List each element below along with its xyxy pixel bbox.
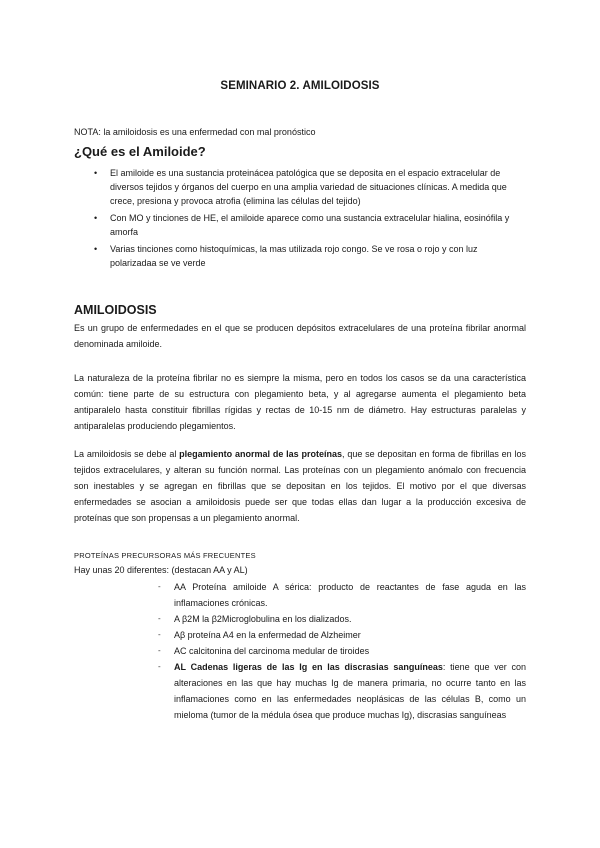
paragraph-nature: La naturaleza de la proteína fibrilar no es siempre la misma, pero en todos los casos se da una característica común: tiene parte de su estructura con plegamiento beta, y al agregarse aumenta el plegamiento beta antiparalelo hasta constituir fibrillas rígidas y rectas de 10-15 nm de diámetro. Hay estructuras paralelas y antiparalelas produciendo plegamientos. — [74, 373, 526, 431]
paragraph-cause — [74, 446, 526, 526]
bullet-glyph: • — [94, 168, 98, 178]
list-item-emphasis: AL Cadenas ligeras de las Ig en las discrasias sanguíneas — [174, 662, 443, 672]
list-item-text: Aβ proteína A4 en la enfermedad de Alzheimer — [174, 630, 361, 640]
bullet-glyph: • — [94, 213, 98, 223]
list-item — [94, 242, 524, 270]
list-item-text: AA Proteína amiloide A sérica: producto de reactantes de fase aguda en las inflamaciones crónicas. — [174, 582, 526, 608]
note-line: NOTA: la amiloidosis es una enfermedad con mal pronóstico — [74, 127, 316, 137]
list-item — [158, 659, 526, 723]
dash-glyph: - — [158, 582, 161, 591]
precursors-intro: Hay unas 20 diferentes: (destacan AA y AL) — [74, 565, 248, 575]
list-item — [158, 579, 526, 611]
precursors-list — [158, 579, 526, 723]
page-title: SEMINARIO 2. AMILOIDOSIS — [220, 80, 380, 92]
paragraph-definition: Es un grupo de enfermedades en el que se producen depósitos extracelulares de una proteína fibrilar anormal denominada amiloide. — [74, 323, 526, 349]
list-item — [94, 211, 524, 239]
dash-glyph: - — [158, 614, 161, 623]
dash-glyph: - — [158, 630, 161, 639]
list-item-text: Con MO y tinciones de HE, el amiloide aparece como una sustancia extracelular hialina, eosinófila y amorfa — [110, 213, 510, 237]
list-item — [158, 611, 526, 627]
dash-glyph: - — [158, 662, 161, 671]
bullet-glyph: • — [94, 244, 98, 254]
list-item-text: : tiene que ver con alteraciones en las que hay muchas Ig de manera primaria, no ocurre tanto en las inflamaciones como en las enfermedades neoplásicas de las células B, como un mieloma (tumor de la médula ósea que produce muchas Ig), discrasias sanguíneas — [174, 662, 526, 720]
bullet-list — [94, 166, 524, 273]
paragraph-emphasis: plegamiento anormal de las proteínas — [179, 449, 342, 459]
paragraph-text: , que se depositan en forma de fibrillas en los tejidos extracelulares, y alteran su función normal. Las proteínas con un plegamiento anómalo con frecuencia son inestables y se agregan en fibrillas que se depositan en los tejidos. El motivo por el que diversas enfermedades se asocian a amiloidosis puede ser que todas ellas dan lugar a la producción excesiva de proteínas que son propensas a un plegamiento anormal. — [74, 449, 526, 523]
paragraph-text: La amiloidosis se debe al — [74, 449, 180, 459]
section-heading-amiloide: ¿Qué es el Amiloide? — [74, 144, 206, 159]
list-item-text: El amiloide es una sustancia proteinácea patológica que se deposita en el espacio extracelular de diversos tejidos y órganos del cuerpo en una amplia variedad de situaciones clínicas. A medida que crece, presiona y provoca atrofia (elimina las células del tejido) — [110, 168, 507, 206]
section-heading-amiloidosis: AMILOIDOSIS — [74, 303, 157, 317]
subsection-heading-precursors: PROTEÍNAS PRECURSORAS MÁS FRECUENTES — [74, 551, 256, 560]
list-item-text: AC calcitonina del carcinoma medular de tiroides — [174, 646, 370, 656]
list-item-text: A β2M la β2Microglobulina en los dializados. — [174, 614, 352, 624]
list-item-text: Varias tinciones como histoquímicas, la mas utilizada rojo congo. Se ve rosa o rojo y con luz polarizadaa se ve verde — [110, 244, 478, 268]
list-item — [158, 643, 526, 659]
list-item — [158, 627, 526, 643]
dash-glyph: - — [158, 646, 161, 655]
list-item — [94, 166, 524, 208]
